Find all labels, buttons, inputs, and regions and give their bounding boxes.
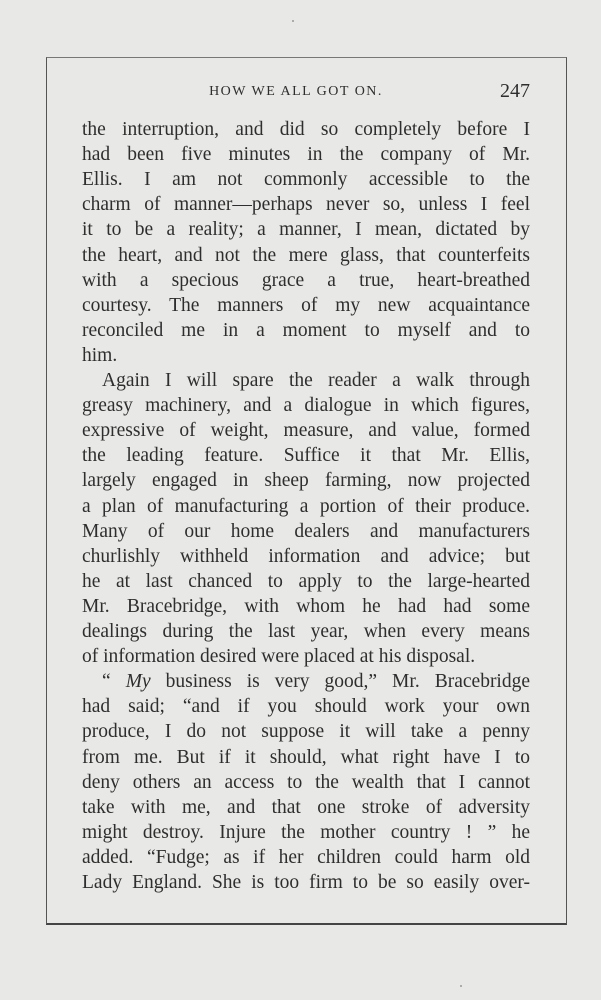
text-line: he at last chanced to apply to the large-hearted (82, 570, 530, 592)
italic-word: My (125, 671, 151, 693)
text-line: dealings during the last year, when every means (82, 621, 530, 642)
text-line: expressive of weight, measure, and value, formed (82, 420, 530, 442)
text-line: it to be a reality; a manner, I mean, dictated by (82, 219, 530, 241)
text-line: the interruption, and did so completely before I (82, 119, 530, 140)
text-line: take with me, and that one stroke of adversity (82, 796, 530, 818)
text-line: courtesy. The manners of my new acquaintance (82, 294, 530, 316)
text-segment: business is very good,” Mr. Bracebridge (150, 671, 531, 693)
text-line: the heart, and not the mere glass, that counterfeits (82, 244, 530, 266)
text-line: added. “Fudge; as if her children could harm old (82, 846, 530, 868)
text-line: from me. But if it should, what right have I to (82, 746, 530, 768)
text-line: Again I will spare the reader a walk through (102, 370, 530, 391)
text-line: of information desired were placed at his disposal. (82, 646, 476, 668)
text-line: a plan of manufacturing a portion of their produce. (82, 495, 530, 517)
text-line: reconciled me in a moment to myself and to (82, 319, 530, 341)
text-line: Many of our home dealers and manufacturers (82, 520, 530, 542)
running-head (82, 80, 530, 104)
text-line: largely engaged in sheep farming, now projected (82, 470, 530, 492)
text-line: him. (82, 344, 118, 366)
text-line: had been five minutes in the company of Mr. (82, 144, 530, 166)
text-line: Ellis. I am not commonly accessible to the (82, 169, 530, 191)
paper-speck (292, 20, 294, 22)
text-line: churlishly withheld information and advice; but (82, 545, 530, 567)
text-segment: “ (102, 671, 126, 693)
text-line: might destroy. Injure the mother country ! ” he (82, 821, 530, 843)
text-line: charm of manner—perhaps never so, unless I feel (82, 194, 530, 216)
text-line: Lady England. She is too firm to be so easily over- (82, 872, 530, 893)
text-line: greasy machinery, and a dialogue in which figures, (82, 395, 530, 417)
text-line: had said; “and if you should work your own (82, 696, 530, 718)
text-line: with a specious grace a true, heart-breathed (82, 269, 530, 291)
page-number: 247 (500, 80, 530, 102)
paper-speck (460, 985, 462, 987)
running-title: HOW WE ALL GOT ON. (209, 84, 383, 99)
text-line: deny others an access to the wealth that I cannot (82, 771, 530, 793)
text-line: produce, I do not suppose it will take a penny (82, 721, 530, 743)
text-line (102, 670, 530, 694)
text-line: Mr. Bracebridge, with whom he had had some (82, 595, 530, 617)
text-line: the leading feature. Suffice it that Mr. Ellis, (82, 445, 530, 467)
